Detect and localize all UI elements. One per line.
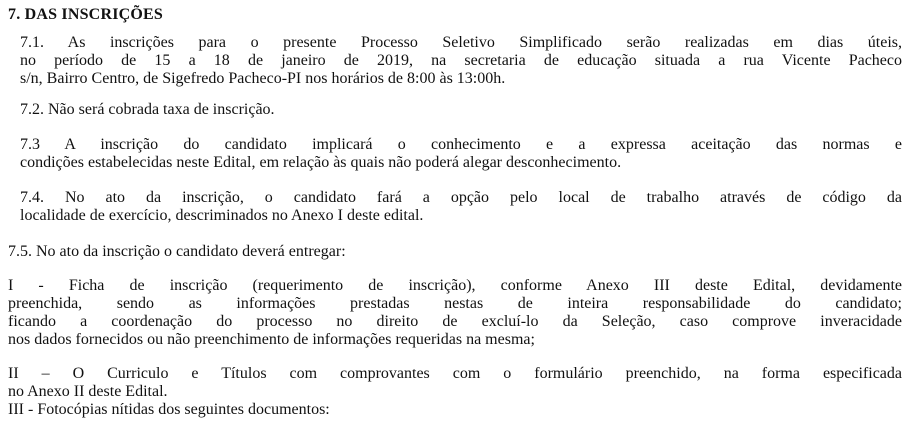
paragraph-7-2	[20, 101, 902, 119]
paragraph-line: 7.2. Não será cobrada taxa de inscrição.	[20, 101, 275, 118]
paragraph-line: preenchida, sendo as informações prestadas nestas de inteira responsabilidade do candidato;	[8, 295, 902, 312]
paragraph-line: no período de 15 a 18 de janeiro de 2019, na secretaria de educação situada a rua Vicente Pacheco	[20, 52, 902, 69]
paragraph-line: s/n, Bairro Centro, de Sigefredo Pacheco-PI nos horários de 8:00 às 13:00h.	[20, 70, 506, 87]
paragraph-line: III - Fotocópias nítidas dos seguintes documentos:	[8, 401, 330, 418]
paragraph-line: I - Ficha de inscrição (requerimento de inscrição), conforme Anexo III deste Edital, devidamente	[8, 277, 902, 294]
paragraph-line: ficando a coordenação do processo no direito de excluí-lo da Seleção, caso comprove inveracidade	[8, 313, 902, 330]
list-item-III	[8, 401, 902, 419]
list-item-I	[8, 277, 902, 349]
paragraph-line: 7.3 A inscrição do candidato implicará o conhecimento e a expressa aceitação das normas e	[20, 136, 902, 153]
paragraph-line: no Anexo II deste Edital.	[8, 383, 168, 400]
section-heading: 7. DAS INSCRIÇÕES	[8, 6, 163, 23]
paragraph-line: condições estabelecidas neste Edital, em relação às quais não poderá alegar desconhecimento.	[20, 154, 622, 171]
paragraph-7-3	[20, 136, 902, 172]
paragraph-line: 7.4. No ato da inscrição, o candidato fará a opção pelo local de trabalho através de código da	[20, 189, 902, 206]
paragraph-7-5	[8, 243, 902, 261]
paragraph-line: localidade de exercício, descriminados no Anexo I deste edital.	[20, 207, 424, 224]
paragraph-line: 7.1. As inscrições para o presente Processo Seletivo Simplificado serão realizadas em dias úteis,	[20, 34, 902, 51]
paragraph-line: nos dados fornecidos ou não preenchimento de informações requeridas na mesma;	[8, 331, 535, 348]
paragraph-line: II – O Curriculo e Títulos com comprovantes com o formulário preenchido, na forma especificada	[8, 365, 902, 382]
paragraph-7-4	[20, 189, 902, 225]
paragraph-line: 7.5. No ato da inscrição o candidato deverá entregar:	[8, 243, 346, 260]
paragraph-7-1	[20, 34, 902, 88]
list-item-II	[8, 365, 902, 401]
